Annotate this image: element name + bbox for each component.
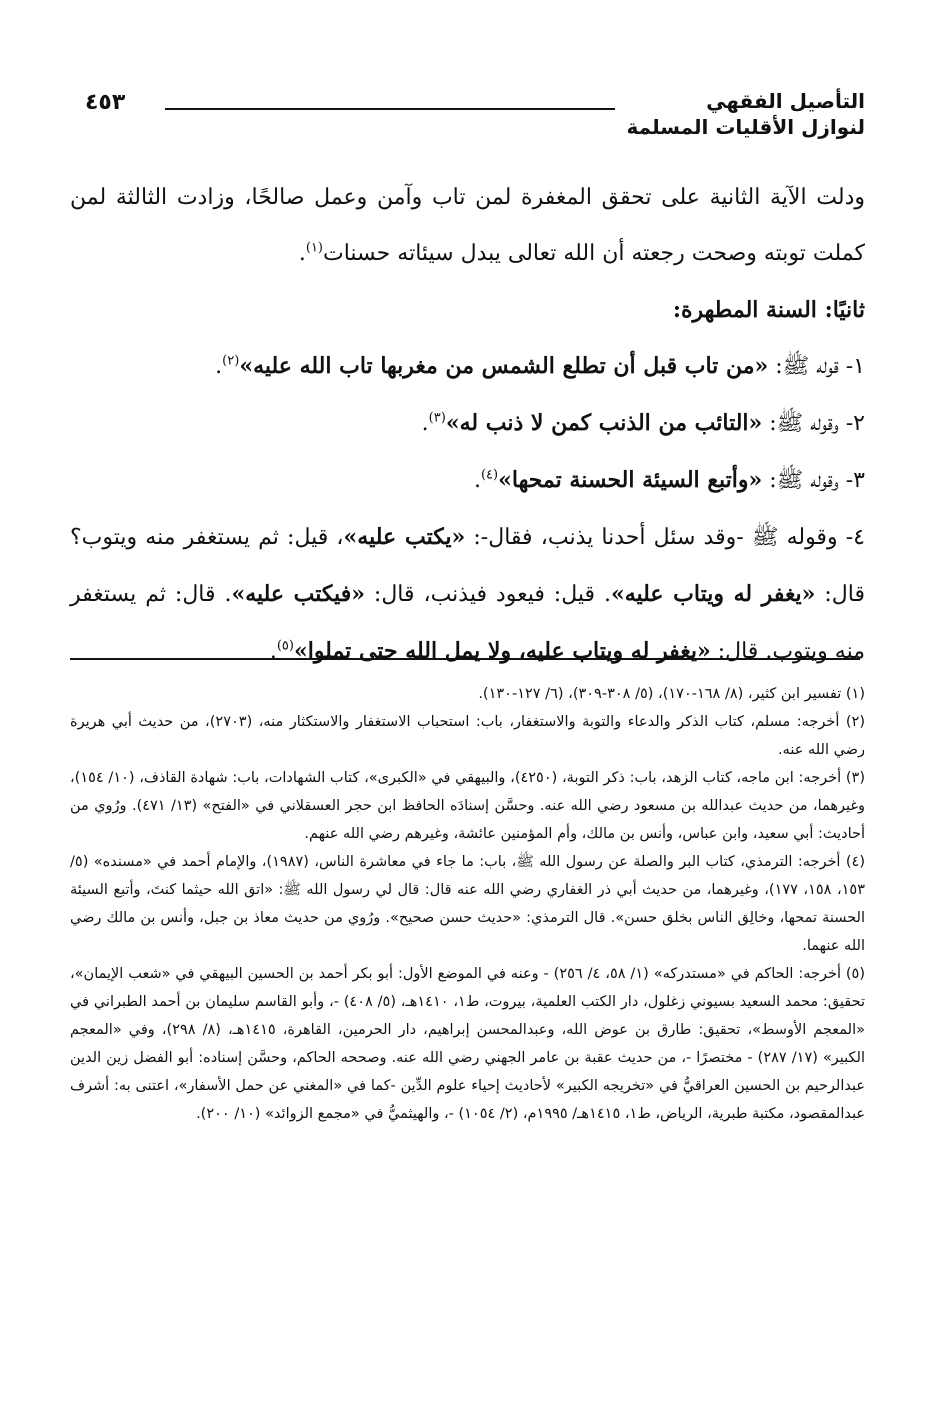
footnote-ref-2: (٢) xyxy=(222,353,240,369)
hadith-quote-4c: «فيكتب عليه» xyxy=(231,581,365,607)
footnote-ref-3: (٣) xyxy=(428,410,446,426)
footnotes xyxy=(70,680,865,1128)
hadith-item-2: ٢- وقوله ﷺ: «التائب من الذنب كمن لا ذنب له»$^{(٣)}$. xyxy=(421,410,865,436)
hadith-quote-4b: «يغفر له ويتاب عليه» xyxy=(610,581,816,607)
hadith-quote-4a: «يكتب عليه» xyxy=(343,524,466,550)
footnote-ref-5: (٥) xyxy=(276,638,294,654)
hadith-quote-2: «التائب من الذنب كمن لا ذنب له» xyxy=(445,410,763,436)
footnote-ref-4: (٤) xyxy=(480,467,499,483)
header-rule xyxy=(165,108,615,110)
footnote-4: (٤) أخرجه: الترمذي، كتاب البر والصلة عن رسول الله ﷺ، باب: ما جاء في معاشرة الناس، (١٩٨٧)، والإمام أحمد في «مسنده» (٥/ ١٥٣، ١٥٨، ١٧٧)، وغيرهما، من حديث أبي ذر الغفاري رضي الله عنه قال: قال لي رسول الله ﷺ: «اتق الله حيثما كنتَ، وأتبع السيئة الحسنة تمحها، وخالِق الناس بخلق حسن». قال الترمذي: «حديث حسن صحيح». ورُوي من حديث معاذ بن جبل، وأنس بن مالك رضي الله عنهما. xyxy=(70,854,865,954)
hadith-quote-4d: «يغفر له ويتاب عليه، ولا يمل الله حتى تملوا» xyxy=(293,638,711,664)
footnote-3: (٣) أخرجه: ابن ماجه، كتاب الزهد، باب: ذكر التوبة، (٤٢٥٠)، والبيهقي في «الكبرى»، كتاب الشهادات، باب: شهادة القاذف، (١٠/ ١٥٤)، وغيرهما، من حديث عبدالله بن مسعود رضي الله عنه. وحسَّن إسنادَه الحافظ ابن حجر العسقلاني في «الفتح» (١٣/ ٤٧١). ورُوي من أحاديث: أبي سعيد، وابن عباس، وأنس بن مالك، وأم المؤمنين عائشة، وغيرهم رضي الله عنهم. xyxy=(70,770,865,842)
book-title xyxy=(627,88,865,140)
footnote-1: (١) تفسير ابن كثير، (٨/ ١٦٨-١٧٠)، (٥/ ٣٠٨-٣٠٩)، (٦/ ١٢٧-١٣٠). xyxy=(478,686,865,702)
footnote-5: (٥) أخرجه: الحاكم في «مستدركه» (١/ ٥٨، ٤/ ٢٥٦) - وعنه في الموضع الأول: أبو بكر أحمد بن الحسين البيهقي في «شعب الإيمان»، تحقيق: محمد السعيد بسيوني زغلول، دار الكتب العلمية، بيروت، ط١، ١٤١٠هـ، (٥/ ٤٠٨) -، وأبو القاسم سليمان بن أحمد الطبراني في «المعجم الأوسط»، تحقيق: طارق بن عوض الله، وعبدالمحسن إبراهيم، دار الحرمين، القاهرة، ١٤١٥هـ، (٨/ ٢٩٨)، وفي «المعجم الكبير» (١٧/ ٢٨٧) - مختصرًا -، من حديث عقبة بن عامر الجهني رضي الله عنه. وصححه الحاكم، وحسَّن إسناده: أبو الفضل زين الدين عبدالرحيم بن الحسين العراقيُّ في «تخريجه الكبير» لأحاديث إحياء علوم الدِّين -كما في «المغني عن حمل الأسفار»، اعتنى به: أشرف عبدالمقصود، مكتبة طبرية، الرياض، ط١، ١٤١٥هـ/ ١٩٩٥م، (٢/ ١٠٥٤) -، والهيثميُّ في «مجمع الزوائد» (١٠/ ٢٠٠). xyxy=(70,966,866,1122)
footnote-ref-1: (١) xyxy=(305,240,323,256)
hadith-quote-3: «وأتبع السيئة الحسنة تمحها» xyxy=(498,467,763,493)
page-number: ٤٥٣ xyxy=(85,90,126,115)
book-title-line-2: لنوازل الأقليات المسلمة xyxy=(626,115,865,139)
section-heading: ثانيًا: السنة المطهرة: xyxy=(672,297,865,323)
running-header xyxy=(85,88,865,144)
hadith-quote-1: «من تاب قبل أن تطلع الشمس من مغربها تاب الله عليه» xyxy=(239,353,769,379)
paragraph-verse-commentary: ودلت الآية الثانية على تحقق المغفرة لمن تاب وآمن وعمل صالحًا، وزادت الثالثة لمن كملت توبته وصحت رجعته أن الله تعالى يبدل سيئاته حسنات$^{(١)}$. xyxy=(70,185,865,266)
hadith-item-4: ٤- وقوله ﷺ -وقد سئل أحدنا يذنب، فقال-: «يكتب عليه»، قيل: ثم يستغفر منه ويتوب؟ قال: «يغفر له ويتاب عليه». قيل: فيعود فيذنب، قال: «فيكتب عليه». قال: ثم يستغفر منه ويتوب. قال: «يغفر له ويتاب عليه، ولا يمل الله حتى تملوا»$^{(٥)}$. xyxy=(70,524,865,664)
hadith-item-3: ٣- وقوله ﷺ: «وأتبع السيئة الحسنة تمحها»$^{(٤)}$. xyxy=(473,467,865,493)
main-text xyxy=(70,170,865,680)
hadith-item-1: ١- قوله ﷺ: «من تاب قبل أن تطلع الشمس من مغربها تاب الله عليه»$^{(٢)}$. xyxy=(215,353,865,379)
book-title-line-1: التأصيل الفقهي xyxy=(706,89,865,113)
footnote-separator xyxy=(70,658,860,660)
footnote-2: (٢) أخرجه: مسلم، كتاب الذكر والدعاء والتوبة والاستغفار، باب: استحباب الاستغفار والاستكثار منه، (٢٧٠٣)، من حديث أبي هريرة رضي الله عنه. xyxy=(70,714,865,758)
